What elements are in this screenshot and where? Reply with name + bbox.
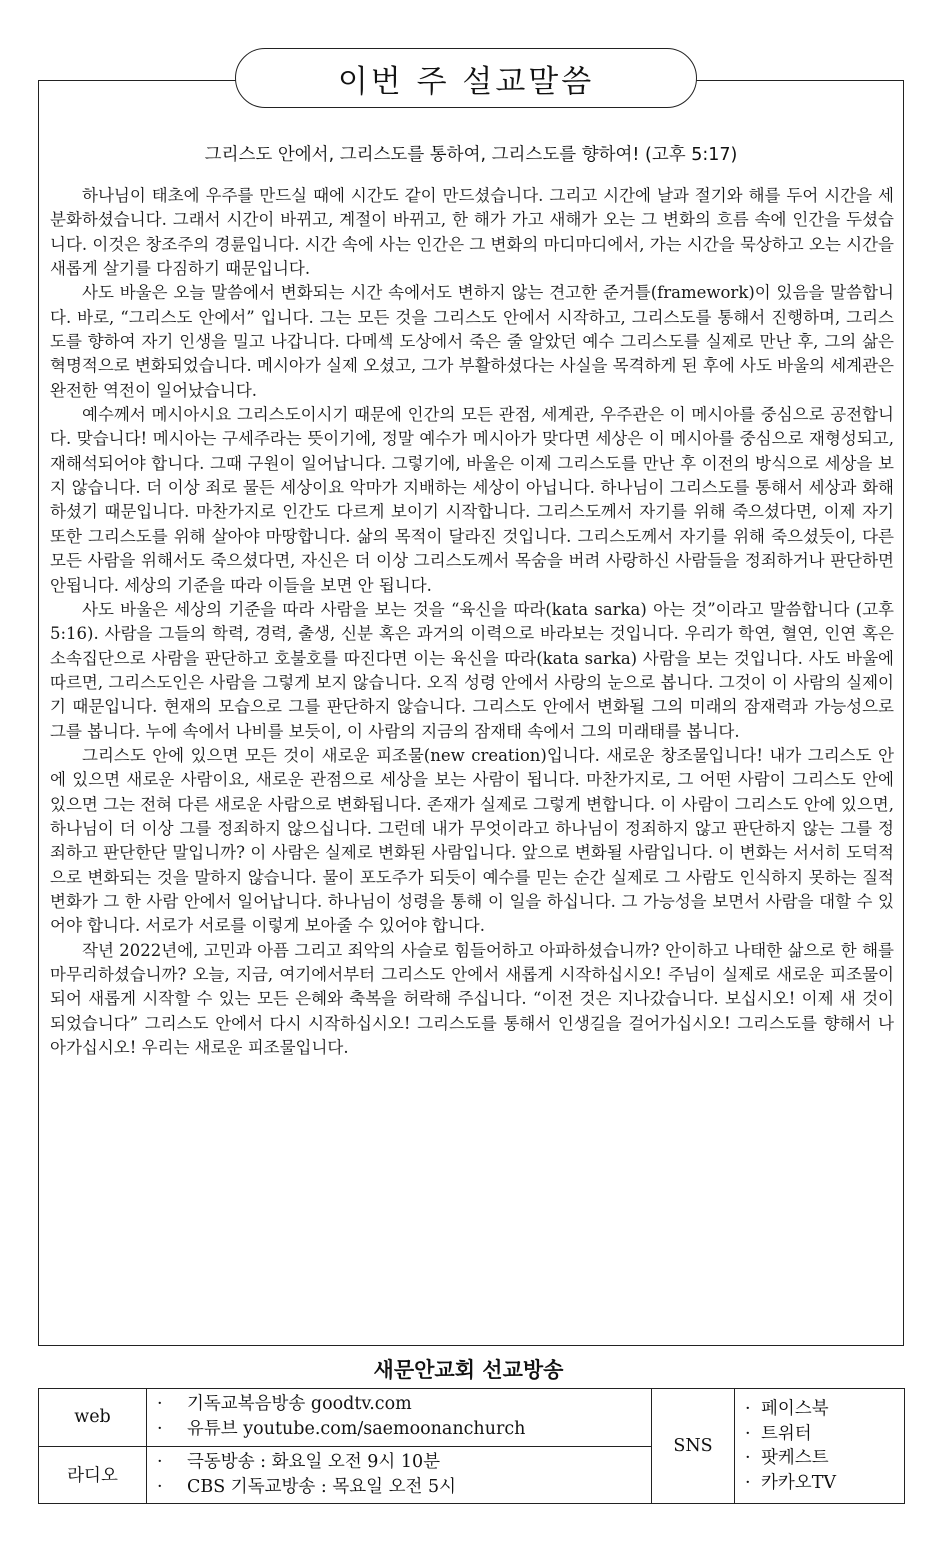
sermon-paragraph: 예수께서 메시아시요 그리스도이시기 때문에 인간의 모든 관점, 세계관, 우주관은 이 메시아를 중심으로 공전합니다. 맞습니다! 메시아는 구세주라는 뜻이기에, 정말 예수가 메시아가 맞다면 세상은 이 메시아를 중심으로 재형성되고, 재해석되어야 합니다. 그때 구원이 일어납니다. 그렇기에, 바울은 이제 그리스도를 만난 후 이전의 방식으로 세상을 보지 않습니다. 더 이상 죄로 물든 세상이요 악마가 지배하는 세상이 아닙니다. 하나님이 그리스도를 통해서 세상과 화해하셨기 때문입니다. 마찬가지로 인간도 다르게 보이기 시작합니다. 그리스도께서 자기를 위해 죽으셨다면, 이제 자기 또한 그리스도를 위해 살아야 마땅합니다. 삶의 목적이 달라진 것입니다. 그리스도께서 자기를 위해 죽으셨듯이, 다른 모든 사람을 위해서도 죽으셨다면, 자신은 더 이상 그리스도께서 목숨을 버려 사랑하신 사람들을 정죄하거나 판단하면 안됩니다. 세상의 기준을 따라 이들을 보면 안 됩니다. (50, 405, 894, 595)
sns-list (735, 1389, 905, 1504)
bullet-icon: · (157, 1419, 163, 1440)
sermon-body (50, 184, 894, 1060)
bullet-icon: · (745, 1423, 751, 1444)
list-item[interactable] (745, 1471, 894, 1496)
radio-list (147, 1446, 652, 1504)
sermon-paragraph: 하나님이 태초에 우주를 만드실 때에 시간도 같이 만드셨습니다. 그리고 시간에 날과 절기와 해를 두어 시간을 세분화하셨습니다. 그래서 시간이 바뀌고, 계절이 바뀌고, 한 해가 가고 새해가 오는 그 변화의 흐름 속에 인간을 두셨습니다. 이것은 창조주의 경륜입니다. 시간 속에 사는 인간은 그 변화의 마디마디에서, 가는 시간을 묵상하고 오는 시간을 새롭게 살기를 다짐하기 때문입니다. (50, 186, 894, 279)
web-item-text: 기독교복음방송 goodtv.com (187, 1394, 412, 1415)
sermon-paragraph: 그리스도 안에 있으면 모든 것이 새로운 피조물(new creation)입니다. 새로운 창조물입니다! 내가 그리스도 안에 있으면 새로운 사람이요, 새로운 관점으로 세상을 보는 사람이 됩니다. 마찬가지로, 그 어떤 사람이 그리스도 안에 있으면 그는 전혀 다른 새로운 사람으로 변화됩니다. 존재가 실제로 그렇게 변합니다. 이 사람이 그리스도 안에 있으면, 하나님이 더 이상 그를 정죄하지 않으십니다. 그런데 내가 무엇이라고 하나님이 정죄하지 않고 판단하지 않는 그를 정죄하고 판단한단 말입니까? 이 사람은 실제로 변화된 사람입니다. 앞으로 변화될 사람입니다. 이 변화는 서서히 도덕적으로 변화되는 것을 말하지 않습니다. 물이 포도주가 되듯이 예수를 믿는 순간 실제로 그 사람도 인식하지 못하는 질적 변화가 그 한 사람 안에서 일어납니다. 하나님이 성령을 통해 이 일을 하십니다. 그 가능성을 보면서 사람을 대할 수 있어야 합니다. 서로가 서로를 이렇게 보아줄 수 있어야 합니다. (50, 745, 894, 936)
page-title-text: 이번 주 설교말씀 (337, 63, 595, 100)
sns-item-text: 페이스북 (761, 1399, 829, 1419)
web-list (147, 1389, 652, 1447)
radio-item-text: CBS 기독교방송 : 목요일 오전 5시 (187, 1476, 457, 1497)
web-item-text: 유튜브 youtube.com/saemoonanchurch (187, 1419, 526, 1440)
list-item[interactable] (157, 1392, 641, 1417)
list-item[interactable] (745, 1422, 894, 1447)
radio-label: 라디오 (39, 1446, 147, 1504)
bullet-icon: · (157, 1476, 163, 1497)
page-title (235, 48, 697, 108)
list-item[interactable] (745, 1446, 894, 1471)
bullet-icon: · (157, 1451, 163, 1472)
sermon-paragraph: 사도 바울은 오늘 말씀에서 변화되는 시간 속에서도 변하지 않는 견고한 준거틀(framework)이 있음을 말씀합니다. 바로, “그리스도 안에서” 입니다. 그는 모든 것을 그리스도 안에서 시작하고, 그리스도를 통해서 진행하며, 그리스도를 향하여 자기 인생을 밀고 나갑니다. 다메섹 도상에서 죽은 줄 알았던 예수 그리스도를 실제로 만난 후, 그의 삶은 혁명적으로 변화되었습니다. 메시아가 실제 오셨고, 그가 부활하셨다는 사실을 목격하게 된 후에 사도 바울의 세계관은 완전한 역전이 일어났습니다. (50, 283, 894, 400)
sermon-paragraph: 작년 2022년에, 고민과 아픔 그리고 죄악의 사슬로 힘들어하고 아파하셨습니까? 안이하고 나태한 삶으로 한 해를 마무리하셨습니까? 오늘, 지금, 여기에서부터 그리스도 안에서 새롭게 시작하십시오! 주님이 실제로 새로운 피조물이 되어 새롭게 시작할 수 있는 모든 은혜와 축복을 허락해 주십니다. “이전 것은 지나갔습니다. 보십시오! 이제 새 것이 되었습니다” 그리스도 안에서 다시 시작하십시오! 그리스도를 통해서 인생길을 걸어가십시오! 그리스도를 향해서 나아가십시오! 우리는 새로운 피조물입니다. (50, 940, 894, 1058)
sns-label: SNS (652, 1389, 735, 1504)
sns-item-text: 카카오TV (761, 1472, 837, 1493)
bullet-icon: · (157, 1394, 163, 1415)
broadcast-heading: 새문안교회 선교방송 (373, 1358, 564, 1382)
list-item[interactable] (745, 1397, 894, 1422)
sermon-paragraph: 사도 바울은 세상의 기준을 따라 사람을 보는 것을 “육신을 따라(kata sarka) 아는 것”이라고 말씀합니다 (고후 5:16). 사람을 그들의 학력, 경력, 출생, 신분 혹은 과거의 이력으로 바라보는 것입니다. 우리가 학연, 혈연, 인연 혹은 소속집단으로 사람을 판단하고 호불호를 따진다면 이는 육신을 따라(kata sarka) 사람을 보는 것입니다. 사도 바울에 따르면, 그리스도인은 사람을 그렇게 보지 않습니다. 오직 성령 안에서 사랑의 눈으로 봅니다. 그것이 이 사람의 실제이기 때문입니다. 현재의 모습으로 그를 판단하지 않습니다. 그리스도 안에서 변화될 그의 미래의 잠재력과 가능성으로 그를 봅니다. 누에 속에서 나비를 보듯이, 이 사람의 지금의 잠재태 속에서 그의 미래태를 봅니다. (50, 599, 894, 741)
sermon-title: 그리스도 안에서, 그리스도를 통하여, 그리스도를 향하여! (고후 5:17) (204, 145, 738, 165)
list-item (157, 1450, 641, 1475)
list-item[interactable] (157, 1417, 641, 1442)
bullet-icon: · (745, 1399, 751, 1419)
bullet-icon: · (745, 1472, 751, 1493)
sns-item-text: 트위터 (761, 1423, 812, 1444)
broadcast-table (38, 1388, 905, 1504)
list-item (157, 1475, 641, 1500)
radio-item-text: 극동방송 : 화요일 오전 9시 10분 (187, 1451, 441, 1472)
sns-item-text: 팟케스트 (761, 1448, 829, 1468)
table-row (39, 1389, 905, 1447)
bullet-icon: · (745, 1448, 751, 1468)
web-label: web (39, 1389, 147, 1447)
